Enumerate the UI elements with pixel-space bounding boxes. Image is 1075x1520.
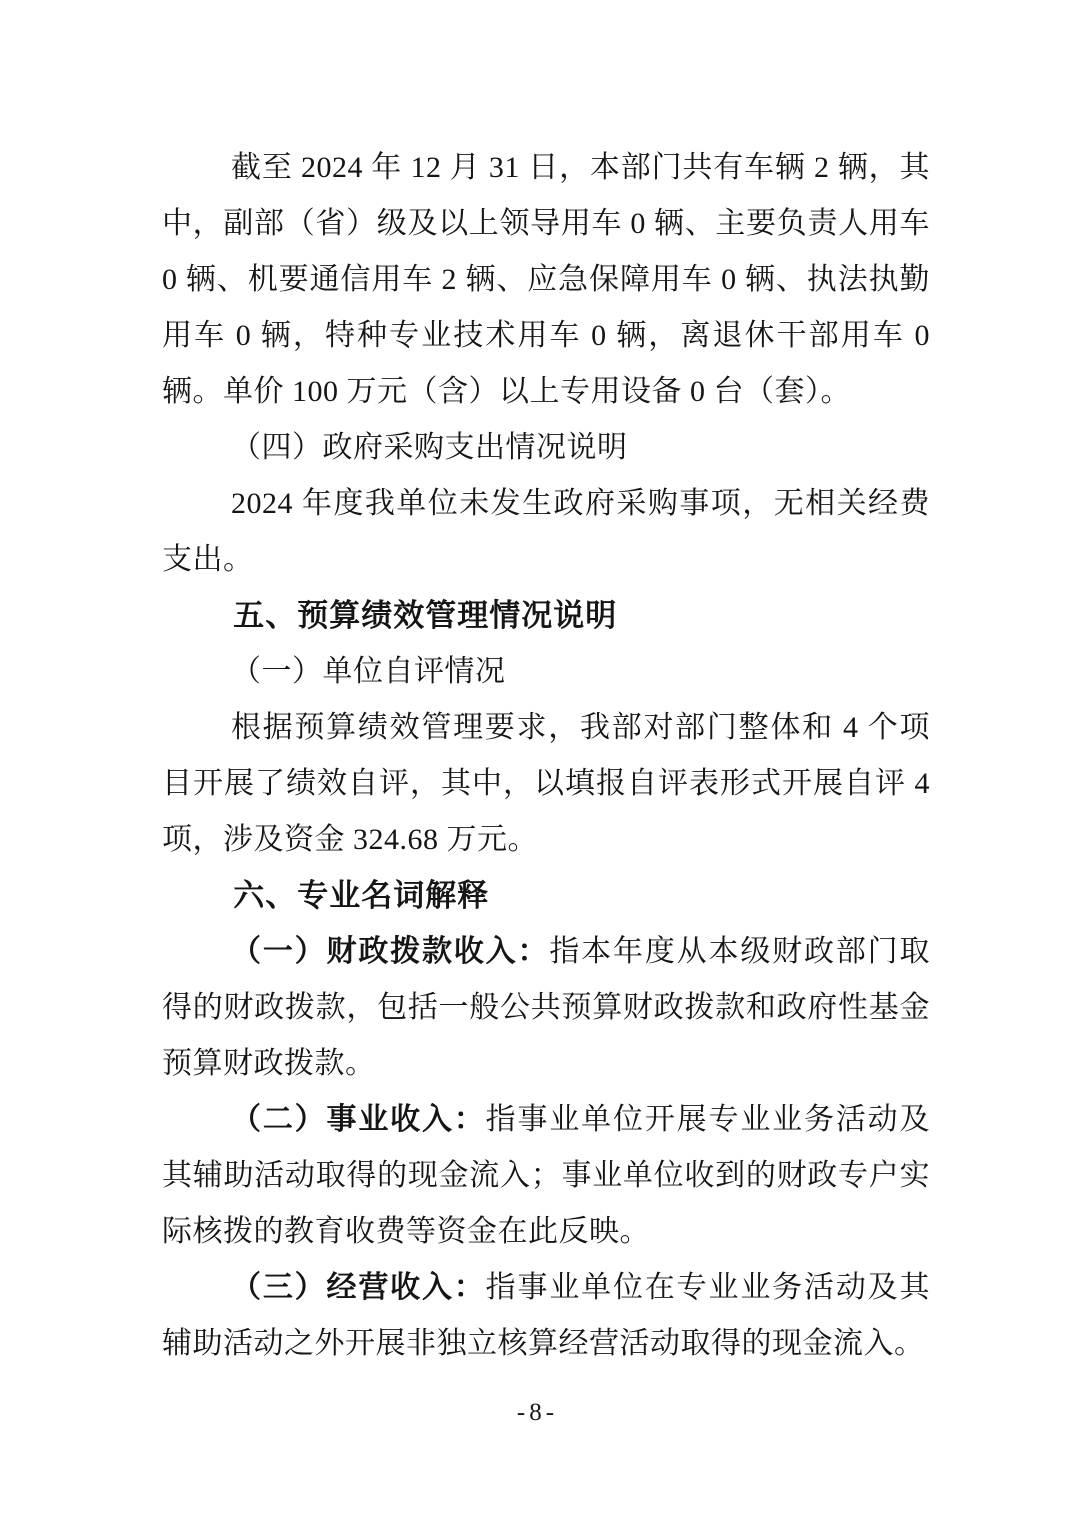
term-fiscal-appropriation-income-definition: 指本年度从本级财政部门取得的财政拨款，包括一般公共预算财政拨款和政府性基金预算财政拨款。 [162,935,931,1080]
term-operating-income [162,1260,930,1372]
heading-gov-procurement: （四）政府采购支出情况说明 [231,431,628,464]
term-institutional-income [162,1092,930,1260]
heading-section-5-budget-performance: 五、预算绩效管理情况说明 [233,598,618,633]
heading-self-evaluation: （一）单位自评情况 [231,655,506,688]
term-fiscal-appropriation-income [162,924,930,1092]
paragraph-self-evaluation: 根据预算绩效管理要求，我部对部门整体和 4 个项目开展了绩效自评，其中，以填报自评表形式开展自评 4 项，涉及资金 324.68 万元。 [162,711,930,856]
term-operating-income-label: （三）经营收入： [231,1271,486,1304]
paragraph-vehicle-stats: 截至 2024 年 12 月 31 日，本部门共有车辆 2 辆，其中，副部（省）级及以上领导用车 0 辆、主要负责人用车 0 辆、机要通信用车 2 辆、应急保障用车 0 辆、执法执勤用车 0 辆，特种专业技术用车 0 辆，离退休干部用车 0 辆。单价 100 万元（含）以上专用设备 0 台（套）。 [162,151,930,408]
term-fiscal-appropriation-income-label: （一）财政拨款收入： [231,935,550,968]
term-operating-income-definition: 指事业单位在专业业务活动及其辅助活动之外开展非独立核算经营活动取得的现金流入。 [162,1271,931,1360]
document-body [162,140,930,1372]
term-institutional-income-definition: 指事业单位开展专业业务活动及其辅助活动取得的现金流入；事业单位收到的财政专户实际核拨的教育收费等资金在此反映。 [162,1103,931,1248]
page-number: -8- [516,1399,559,1426]
paragraph-gov-procurement: 2024 年度我单位未发生政府采购事项，无相关经费支出。 [162,487,930,576]
term-institutional-income-label: （二）事业收入： [231,1103,486,1136]
heading-section-6-glossary: 六、专业名词解释 [233,878,490,913]
